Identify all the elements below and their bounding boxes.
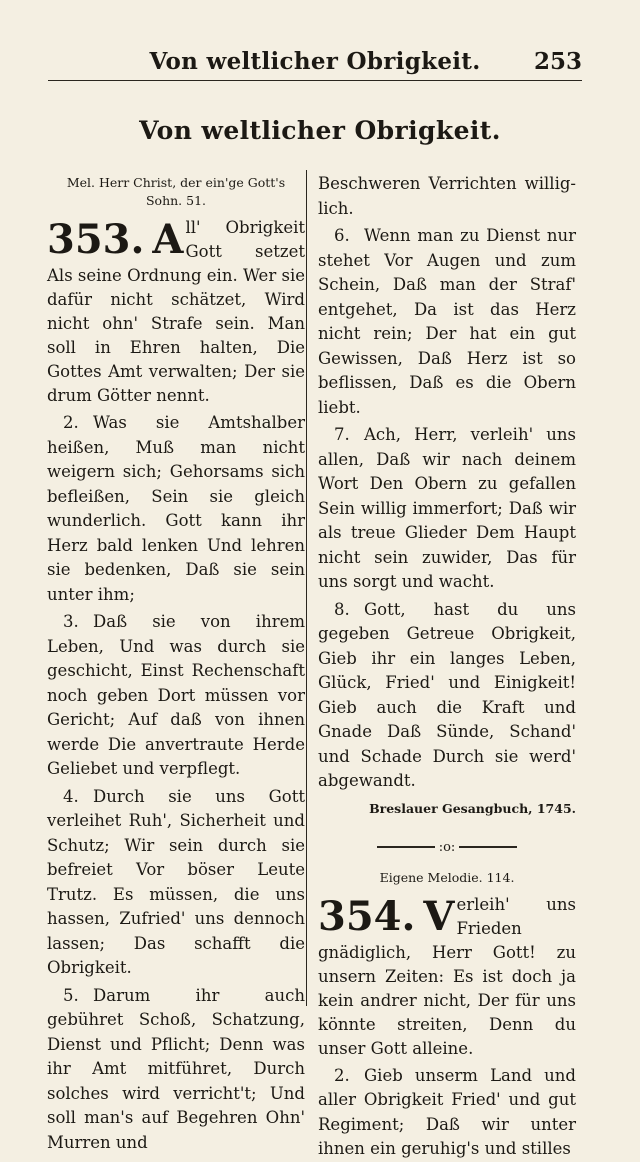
hymn-353-number: 353. — [47, 216, 145, 263]
stanza-text: Daß sie von ihrem Leben, Und was durch sie geschicht, Einst Rechenschaft noch geben Dort müssen vor Gericht; Auf daß von ihnen werde Die anvertraute Herde Geliebet und verpflegt. — [47, 612, 305, 778]
hymn-353-stanza-8 — [318, 598, 576, 794]
hymn-353-stanza-7 — [318, 423, 576, 595]
hymn-354-first-text: erleih' uns Frieden gnädiglich, Herr Gott! zu unsern Zeiten: Es ist doch ja kein andrer nicht, Der für uns könnte streiten, Denn du unser Gott alleine. — [318, 894, 576, 1058]
hymn-354-melody: Eigene Melodie. 114. — [379, 869, 515, 885]
stanza-text: Ach, Herr, verleih' uns allen, Daß wir nach deinem Wort Den Obern zu gefallen Sein willig immerfort; Daß wir als treue Glieder Dem Haupt nicht sein zuwider, Das für uns sorgt und wacht. — [318, 425, 576, 591]
stanza-number: 6. — [334, 226, 350, 245]
page-number: 253 — [533, 48, 582, 75]
hymn-354-stanza-1 — [318, 893, 576, 1061]
column-divider — [306, 170, 307, 1006]
stanza-text: Gieb unserm Land und aller Obrigkeit Fried' und gut Regiment; Daß wir unter ihnen ein geruhig's und stilles — [318, 1065, 576, 1158]
hymn-354-number: 354. — [318, 892, 416, 940]
hymn-353-stanza-5 — [47, 984, 305, 1156]
stanza-number: 5. — [63, 985, 79, 1005]
hymn-353-stanza-2 — [47, 411, 305, 607]
stanza-text: Wenn man zu Dienst nur stehet Vor Augen und zum Schein, Daß man der Straf' entgehet, Da ist das Herz nicht rein; Der hat ein gut Gewissen, Daß Herz ist so beflissen, Daß es die Obern liebt. — [318, 226, 576, 417]
hymn-353-source: Breslauer Gesangbuch, 1745. — [369, 800, 576, 816]
hymn-353-continuation: Beschweren Verrichten willig-lich. — [318, 174, 576, 218]
right-column — [318, 172, 576, 1162]
left-column — [47, 172, 305, 1155]
hymn-353-stanza-3 — [47, 610, 305, 782]
stanza-number: 2. — [334, 1065, 350, 1085]
ornament-divider — [377, 840, 517, 855]
stanza-text: Was sie Amtshalber heißen, Muß man nicht weigern sich; Gehorsams sich befleißen, Sein sie gleich wunderlich. Gott kann ihr Herz bald lenken Und lehren sie bedenken, Daß sie sein unter ihm; — [47, 413, 305, 604]
hymn-354-drop-letter: V — [423, 892, 455, 940]
hymn-353-first-text: ll' Obrigkeit Gott setzet Als seine Ordnung ein. Wer sie dafür nicht schätzet, Wird nicht ohn' Strafe sein. Man soll in Ehren halten, Die Gottes Amt verwalten; Der sie drum Götter nennt. — [47, 218, 305, 405]
hymn-353-melody: Mel. Herr Christ, der ein'ge Gott's Sohn. 51. — [66, 175, 286, 208]
stanza-number: 3. — [63, 612, 79, 631]
stanza-number: 2. — [63, 413, 79, 432]
ornament-rule-right — [459, 846, 517, 848]
stanza-text: Durch sie uns Gott verleihet Ruh', Sicherheit und Schutz; Wir sein durch sie befreiet Vor böser Leute Trutz. Es müssen, die uns hassen, Zufried' uns dennoch lassen; Das schafft die Obrigkeit. — [47, 786, 305, 977]
hymn-353-stanza-6 — [318, 224, 576, 420]
hymn-353-stanza-4 — [47, 785, 305, 981]
hymn-354-stanza-2 — [318, 1064, 576, 1162]
hymn-353-drop-letter: A — [152, 216, 184, 263]
section-title: Von weltlicher Obrigkeit. — [139, 116, 501, 145]
ornament-rule-left — [377, 846, 435, 848]
stanza-number: 4. — [63, 786, 79, 806]
hymn-353-stanza-1 — [47, 216, 305, 408]
stanza-number: 7. — [334, 425, 350, 444]
ornament-mark: :o: — [438, 839, 456, 855]
stanza-text: Gott, hast du uns gegeben Getreue Obrigkeit, Gieb ihr ein langes Leben, Glück, Fried' und Einigkeit! Gieb auch die Kraft und Gnade Daß Sünde, Schand' und Schade Durch sie werd' abgewandt. — [318, 599, 576, 790]
running-title: Von weltlicher Obrigkeit. — [149, 48, 481, 75]
stanza-text: Darum ihr auch gebühret Schoß, Schatzung, Dienst und Pflicht; Denn was ihr Amt mitführet, Durch solches wird verricht't; Und soll man's auf Begehren Ohn' Murren und — [47, 985, 305, 1152]
running-head — [48, 46, 582, 81]
stanza-number: 8. — [334, 599, 350, 619]
